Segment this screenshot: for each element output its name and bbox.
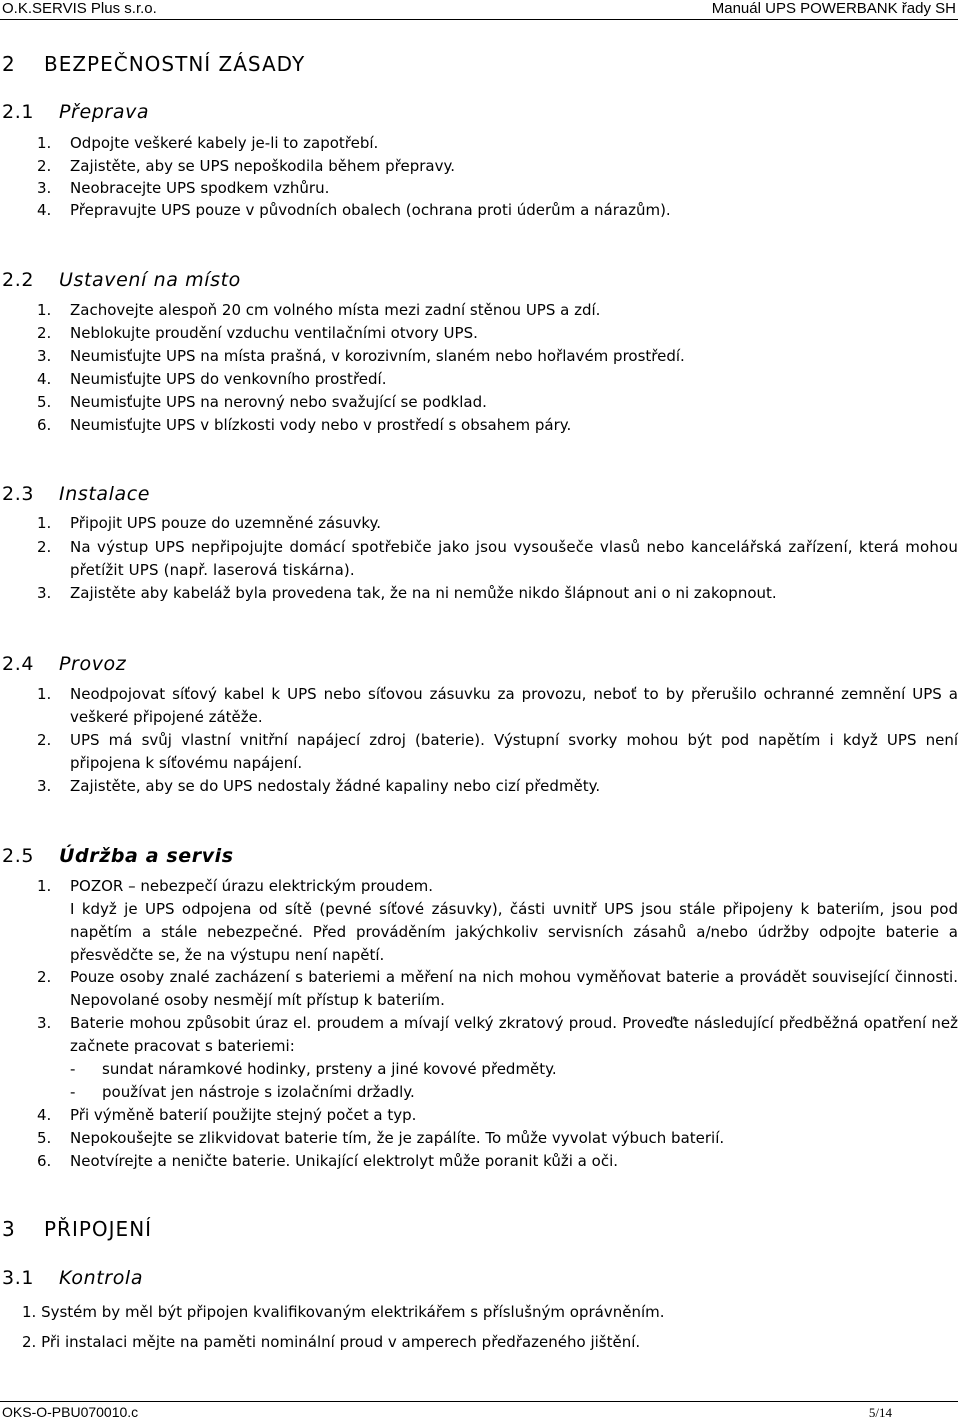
subsection-number: 2.5 bbox=[2, 845, 35, 867]
section-heading-3 bbox=[2, 1217, 152, 1241]
subsection-heading-2-4 bbox=[2, 652, 126, 676]
item-text: Neodpojovat síťový kabel k UPS nebo síťovou zásuvku za provozu, neboť to by přerušilo ochranné zemnění UPS a veškeré připojené zátěže. bbox=[70, 685, 958, 726]
item-number: 4. bbox=[37, 1106, 52, 1124]
subsection-number: 2.2 bbox=[2, 269, 35, 291]
item-text: Odpojte veškeré kabely je-li to zapotřebí. bbox=[70, 134, 379, 152]
subsection-title: Provoz bbox=[59, 653, 127, 675]
subsection-number: 2.1 bbox=[2, 101, 35, 123]
section-title: PŘIPOJENÍ bbox=[44, 1217, 153, 1241]
header-manual-title: Manuál UPS POWERBANK řady SH bbox=[711, 0, 956, 17]
item-number: 4. bbox=[37, 370, 52, 388]
item-text: Přepravujte UPS pouze v původních obalech (ochrana proti úderům a nárazům). bbox=[70, 201, 671, 219]
section-number: 2 bbox=[2, 52, 15, 76]
item-number: 2. bbox=[37, 731, 52, 749]
footer-doc-code: OKS-O-PBU070010.c bbox=[2, 1404, 139, 1420]
item-number: 1. bbox=[37, 685, 52, 703]
item-text: UPS má svůj vlastní vnitřní napájecí zdroj (baterie). Výstupní svorky mohou být pod napětím i když UPS není připojena k síťovému napájení. bbox=[70, 731, 958, 772]
page-header bbox=[0, 0, 958, 20]
section-number: 3 bbox=[2, 1217, 15, 1241]
item-number: 1. bbox=[37, 514, 52, 532]
item-text: Neotvírejte a neničte baterie. Unikající elektrolyt může poranit kůži a oči. bbox=[70, 1152, 618, 1170]
subsection-number: 3.1 bbox=[2, 1267, 35, 1289]
item-number: 6. bbox=[37, 1152, 52, 1170]
item-number: 3. bbox=[37, 179, 52, 197]
warning-paragraph: I když je UPS odpojena od sítě (pevné síťové zásuvky), části uvnitř UPS jsou stále připojeny k bateriím, jsou pod napětím a stále nebezpečné. Před prováděním jakýchkoliv servisních zásahů a/nebo údržby odpojte baterie a přesvědčte se, že na výstupu není napětí. bbox=[70, 900, 958, 964]
item-number: 6. bbox=[37, 416, 52, 434]
item-text: Pouze osoby znalé zacházení s bateriemi a měření na nich mohou vyměňovat baterie a provádět související činnosti. Nepovolané osoby nesmějí mít přístup k bateriím. bbox=[70, 968, 958, 1009]
item-text: Na výstup UPS nepřipojujte domácí spotřebiče jako jsou vysoušeče vlasů nebo kancelářská zařízení, která mohou přetížit UPS (např. laserová tiskárna). bbox=[70, 538, 958, 579]
item-number: 1. bbox=[37, 134, 52, 152]
dash-item: - sundat náramkové hodinky, prsteny a jiné kovové předměty. bbox=[70, 1060, 557, 1078]
item-number: 2. bbox=[37, 324, 52, 342]
item-text: Zajistěte, aby se do UPS nedostaly žádné kapaliny nebo cizí předměty. bbox=[70, 777, 601, 795]
item-text: Zajistěte, aby se UPS nepoškodila během přepravy. bbox=[70, 157, 455, 175]
item-number: 5. bbox=[37, 1129, 52, 1147]
item-number: 1. bbox=[37, 877, 52, 895]
subsection-number: 2.4 bbox=[2, 653, 35, 675]
subsection-heading-2-5 bbox=[2, 844, 234, 868]
item-number: 3. bbox=[37, 1014, 52, 1032]
item-number: 2. bbox=[37, 538, 52, 556]
item-text: Neblokujte proudění vzduchu ventilačními otvory UPS. bbox=[70, 324, 478, 342]
item-text: Neumisťujte UPS v blízkosti vody nebo v prostředí s obsahem páry. bbox=[70, 416, 572, 434]
item-number: 5. bbox=[37, 393, 52, 411]
item-number: 2. bbox=[37, 968, 52, 986]
page-footer bbox=[0, 1401, 958, 1421]
subsection-title: Instalace bbox=[59, 483, 151, 505]
item-number: 3. bbox=[37, 347, 52, 365]
subsection-heading-2-3 bbox=[2, 482, 150, 506]
item-text: Nepokoušejte se zlikvidovat baterie tím, že je zapálíte. To může vyvolat výbuch baterií. bbox=[70, 1129, 725, 1147]
subsection-heading-2-2 bbox=[2, 268, 241, 292]
item-number: 3. bbox=[37, 777, 52, 795]
item-number: 1. bbox=[37, 301, 52, 319]
section-title: BEZPEČNOSTNÍ ZÁSADY bbox=[44, 52, 306, 76]
item-text: Baterie mohou způsobit úraz el. proudem a mívají velký zkratový proud. Proveďte následující předběžná opatření než začnete pracovat s bateriemi: bbox=[70, 1014, 958, 1055]
subsection-heading-2-1 bbox=[2, 100, 149, 124]
item-number: 3. bbox=[37, 584, 52, 602]
footer-page-number: 5/14 bbox=[868, 1405, 892, 1420]
item-text: Neumisťujte UPS do venkovního prostředí. bbox=[70, 370, 387, 388]
subsection-title: Ustavení na místo bbox=[59, 269, 241, 291]
header-company: O.K.SERVIS Plus s.r.o. bbox=[2, 0, 157, 17]
item-text: Zajistěte aby kabeláž byla provedena tak, že na ni nemůže nikdo šlápnout ani o ni zakopnout. bbox=[70, 584, 777, 602]
item-number: 4. bbox=[37, 201, 52, 219]
item-text: POZOR – nebezpečí úrazu elektrickým proudem. bbox=[70, 877, 434, 895]
dash-item: - používat jen nástroje s izolačními držadly. bbox=[70, 1083, 415, 1101]
list-item: 1. Systém by měl být připojen kvalifikovaným elektrikářem s příslušným oprávněním. bbox=[22, 1303, 665, 1321]
subsection-number: 2.3 bbox=[2, 483, 35, 505]
list-item: 2. Při instalaci mějte na paměti nominální proud v amperech předřazeného jištění. bbox=[22, 1333, 641, 1351]
subsection-heading-3-1 bbox=[2, 1266, 143, 1290]
section-heading-2 bbox=[2, 52, 305, 76]
item-text: Neumisťujte UPS na místa prašná, v korozivním, slaném nebo hořlavém prostředí. bbox=[70, 347, 685, 365]
subsection-title: Kontrola bbox=[59, 1267, 144, 1289]
subsection-title: Údržba a servis bbox=[59, 845, 234, 867]
item-text: Při výměně baterií použijte stejný počet a typ. bbox=[70, 1106, 417, 1124]
subsection-title: Přeprava bbox=[59, 101, 150, 123]
item-text: Neumisťujte UPS na nerovný nebo svažující se podklad. bbox=[70, 393, 487, 411]
item-text: Připojit UPS pouze do uzemněné zásuvky. bbox=[70, 514, 382, 532]
item-text: Neobracejte UPS spodkem vzhůru. bbox=[70, 179, 330, 197]
item-text: Zachovejte alespoň 20 cm volného místa mezi zadní stěnou UPS a zdí. bbox=[70, 301, 601, 319]
item-number: 2. bbox=[37, 157, 52, 175]
